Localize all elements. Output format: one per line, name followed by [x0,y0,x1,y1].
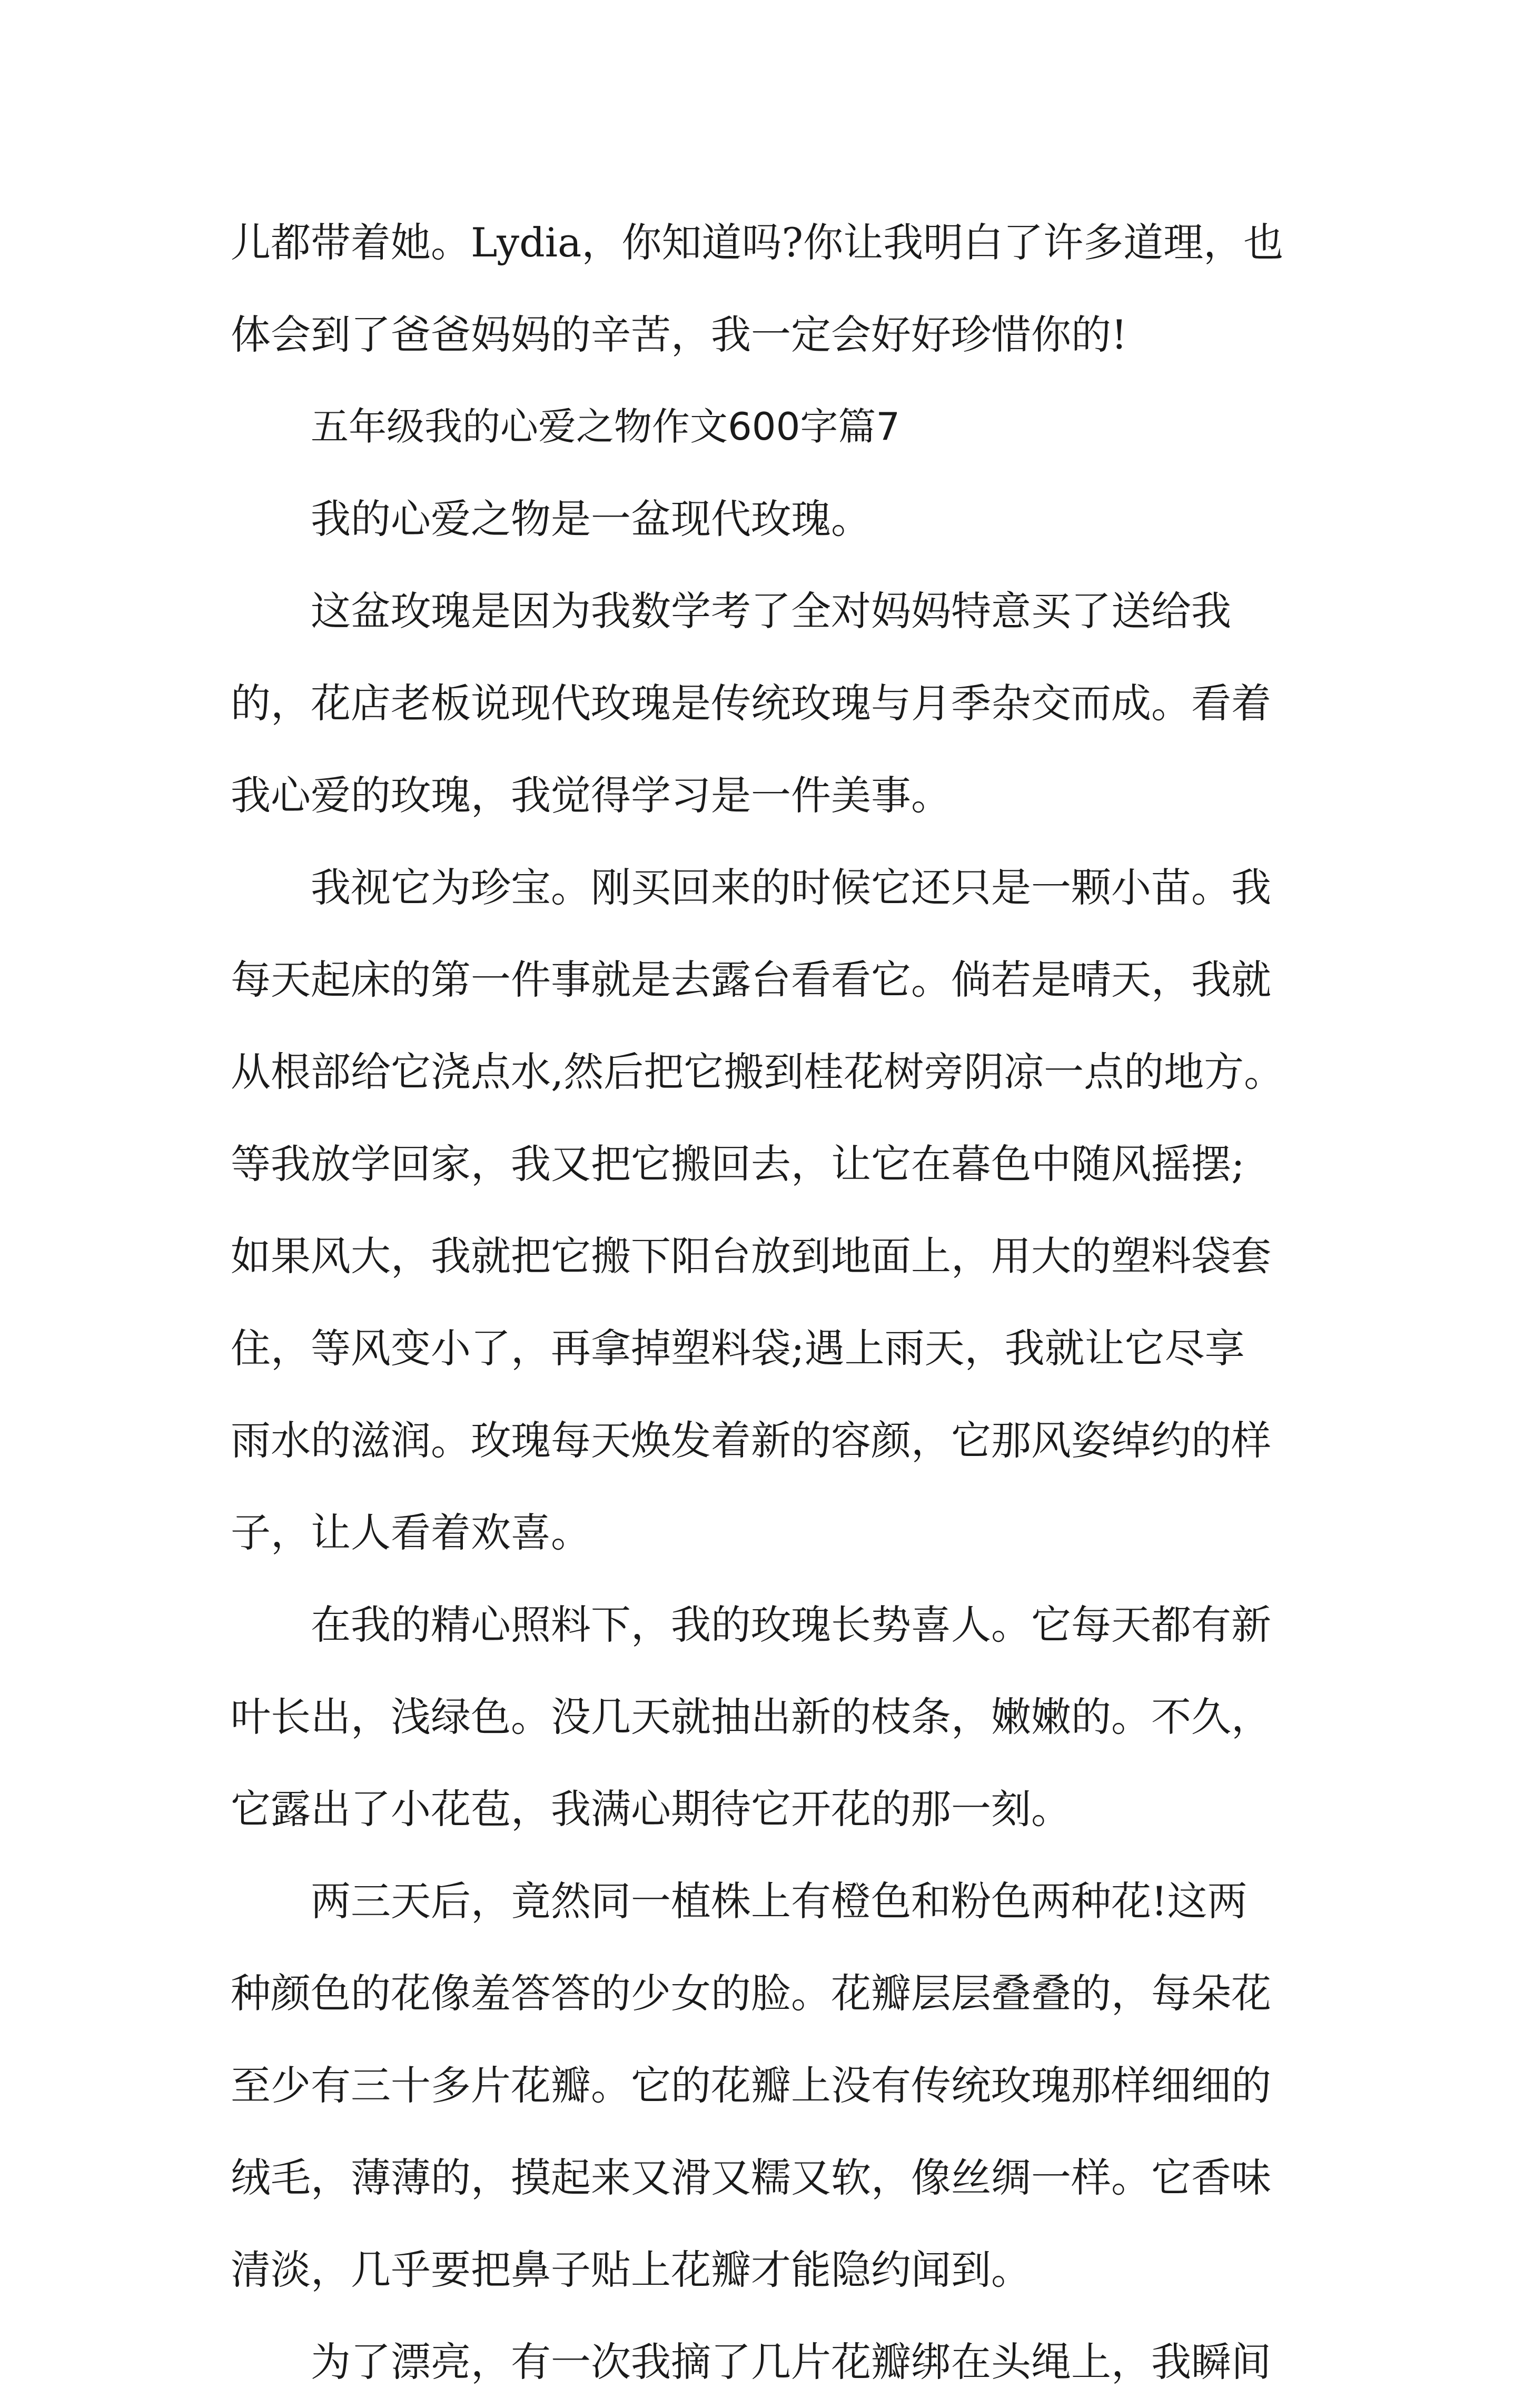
text-line: 绒毛，薄薄的，摸起来又滑又糯又软，像丝绸一样。它香味 [231,2154,1271,2201]
document-body [231,196,1305,2408]
paragraph-start-line: 我的心爱之物是一盆现代玫瑰。 [311,496,871,542]
paragraph-start-line: 这盆玫瑰是因为我数学考了全对妈妈特意买了送给我 [311,588,1231,635]
paragraph-start-line: 在我的精心照料下，我的玫瑰长势喜人。它每天都有新 [311,1601,1271,1648]
text-line: 种颜色的花像羞答答的少女的脸。花瓣层层叠叠的，每朵花 [231,1970,1271,2017]
text-line: 体会到了爸爸妈妈的辛苦，我一定会好好珍惜你的! [231,311,1127,358]
text-line: 儿都带着她。Lydia，你知道吗?你让我明白了许多道理，也 [231,219,1284,266]
text-line: 子，让人看着欢喜。 [231,1509,591,1556]
text-line: 它露出了小花苞，我满心期待它开花的那一刻。 [231,1786,1071,1832]
paragraph-start-line: 我视它为珍宝。刚买回来的时候它还只是一颗小苗。我 [311,864,1271,911]
text-line: 每天起床的第一件事就是去露台看看它。倘若是晴天，我就 [231,956,1271,1003]
text-line: 清淡，几乎要把鼻子贴上花瓣才能隐约闻到。 [231,2246,1031,2293]
section-heading: 五年级我的心爱之物作文600字篇7 [311,404,900,449]
text-line: 如果风大，我就把它搬下阳台放到地面上，用大的塑料袋套 [231,1233,1271,1280]
text-line: 从根部给它浇点水,然后把它搬到桂花树旁阴凉一点的地方。 [231,1048,1284,1095]
text-line: 至少有三十多片花瓣。它的花瓣上没有传统玫瑰那样细细的 [231,2062,1271,2109]
text-line: 的，花店老板说现代玫瑰是传统玫瑰与月季杂交而成。看着 [231,680,1271,727]
paragraph-start-line: 为了漂亮，有一次我摘了几片花瓣绑在头绳上，我瞬间 [311,2338,1271,2385]
paragraph-start-line: 两三天后，竟然同一植株上有橙色和粉色两种花!这两 [311,1878,1248,1925]
text-line: 我心爱的玫瑰，我觉得学习是一件美事。 [231,772,951,819]
text-line: 住，等风变小了，再拿掉塑料袋;遇上雨天，我就让它尽享 [231,1325,1245,1372]
text-line: 等我放学回家，我又把它搬回去，让它在暮色中随风摇摆; [231,1141,1245,1187]
text-line: 叶长出，浅绿色。没几天就抽出新的枝条，嫩嫩的。不久， [231,1693,1271,1740]
text-line: 雨水的滋润。玫瑰每天焕发着新的容颜，它那风姿绰约的样 [231,1417,1271,1464]
